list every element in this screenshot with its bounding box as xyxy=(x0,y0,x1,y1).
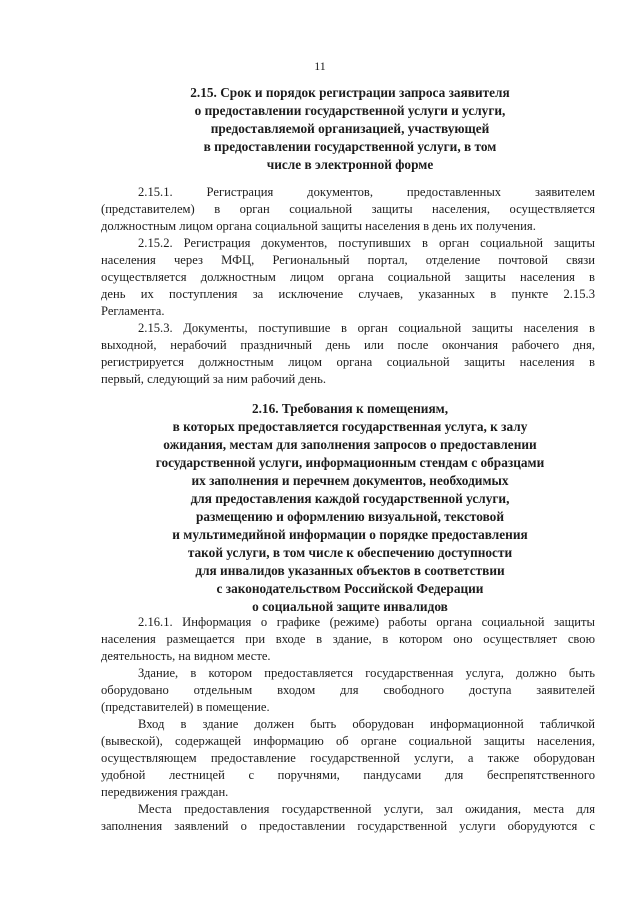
heading-line: ожидания, местам для заполнения запросов о предоставлении xyxy=(163,437,537,452)
heading-line: такой услуги, в том числе к обеспечению доступности xyxy=(187,545,513,560)
heading-line: 2.15. Срок и порядок регистрации запроса заявителя xyxy=(190,85,510,100)
heading-line: для предоставления каждой государственной услуги, xyxy=(190,491,510,506)
text-line: удобной лестницей с поручнями, пандусами для беспрепятственного xyxy=(101,768,595,782)
heading-line: с законодательством Российской Федерации xyxy=(216,581,484,596)
text-line: (вывеской), содержащей информацию об органе социальной защиты населения, xyxy=(101,734,595,748)
text-line: 2.15.3. Документы, поступившие в орган социальной защиты населения в xyxy=(138,321,595,335)
text-line: осуществляющем предоставление государственной услуги, а также оборудован xyxy=(101,751,595,765)
text-line: регистрируется должностным лицом органа социальной защиты населения в xyxy=(101,355,595,369)
text-line: Здание, в котором предоставляется государственная услуга, должно быть xyxy=(138,666,595,680)
text-line: выходной, нерабочий праздничный день или после окончания рабочего дня, xyxy=(101,338,595,352)
text-line: Места предоставления государственной услуги, зал ожидания, места для xyxy=(138,802,595,816)
heading-line: в предоставлении государственной услуги, в том xyxy=(203,139,497,154)
heading-line: о социальной защите инвалидов xyxy=(252,599,448,614)
text-line: (представителей) в помещение. xyxy=(101,700,270,714)
text-line: 2.16.1. Информация о графике (режиме) работы органа социальной защиты xyxy=(138,615,595,629)
heading-line: для инвалидов указанных объектов в соответствии xyxy=(195,563,505,578)
text-line: населения размещается при входе в здание, в котором оно осуществляет свою xyxy=(101,632,595,646)
text-line: осуществляется должностным лицом органа социальной защиты населения в xyxy=(101,270,595,284)
text-line: населения через МФЦ, Региональный портал, отделение почтовой связи xyxy=(101,253,595,267)
text-line: (представителем) в орган социальной защиты населения, осуществляется xyxy=(101,202,595,216)
text-line: должностным лицом органа социальной защиты населения в день их получения. xyxy=(101,219,536,233)
heading-line: их заполнения и перечнем документов, необходимых xyxy=(191,473,509,488)
heading-line: о предоставлении государственной услуги и услуги, xyxy=(194,103,506,118)
heading-line: предоставляемой организацией, участвующей xyxy=(210,121,490,136)
text-line: деятельность, на видном месте. xyxy=(101,649,271,663)
section-heading-2-15 xyxy=(100,84,600,174)
text-line: 2.15.2. Регистрация документов, поступивших в орган социальной защиты xyxy=(138,236,595,250)
heading-line: числе в электронной форме xyxy=(266,157,434,172)
heading-line: и мультимедийной информации о порядке предоставления xyxy=(172,527,528,542)
text-line: день их поступления за исключение случаев, указанных в пункте 2.15.3 xyxy=(101,287,595,301)
text-line: первый, следующий за ним рабочий день. xyxy=(101,372,326,386)
page-number: 11 xyxy=(314,59,326,73)
section-heading-2-16 xyxy=(100,400,600,616)
text-line: заполнения заявлений о предоставлении государственной услуги оборудуются с xyxy=(101,819,595,833)
text-line: передвижения граждан. xyxy=(101,785,229,799)
text-line: Вход в здание должен быть оборудован информационной табличкой xyxy=(138,717,595,731)
text-line: 2.15.1. Регистрация документов, предоставленных заявителем xyxy=(138,185,595,199)
text-line: оборудовано отдельным входом для свободного доступа заявителей xyxy=(101,683,595,697)
heading-line: государственной услуги, информационным стендам с образцами xyxy=(155,455,545,470)
heading-line: в которых предоставляется государственная услуга, к залу xyxy=(172,419,528,434)
text-line: Регламента. xyxy=(101,304,165,318)
heading-line: размещению и оформлению визуальной, текстовой xyxy=(196,509,504,524)
heading-line: 2.16. Требования к помещениям, xyxy=(251,401,449,416)
